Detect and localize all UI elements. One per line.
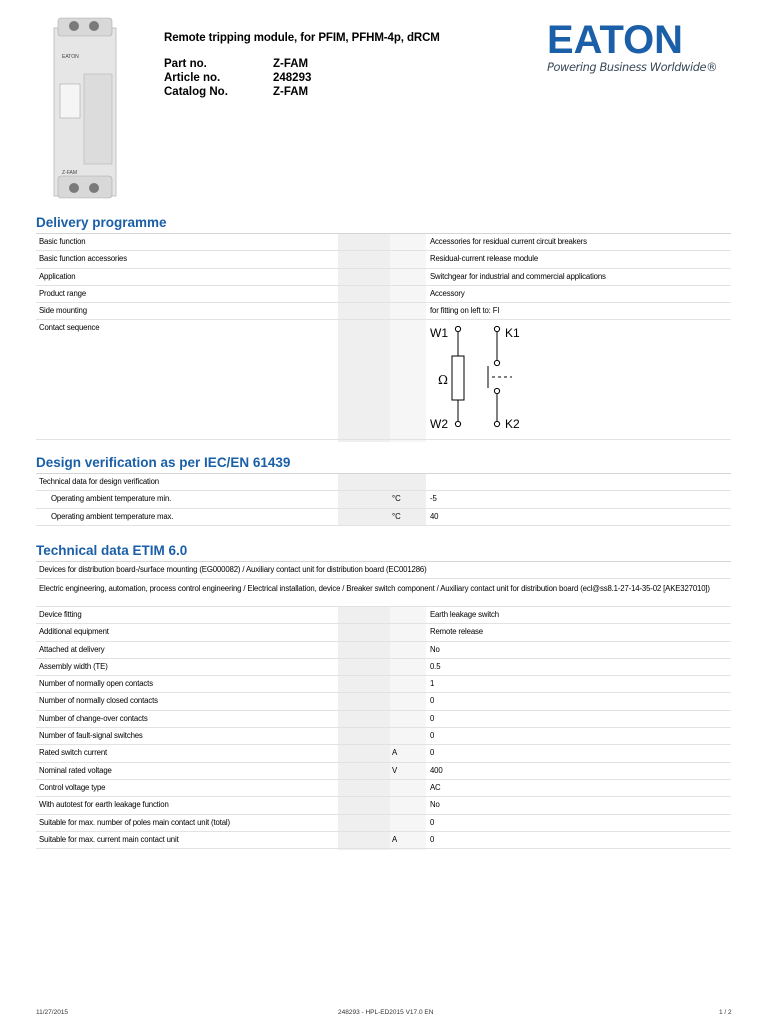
row-value: 0	[430, 834, 435, 844]
row-label: Suitable for max. number of poles main contact unit (total)	[39, 817, 230, 827]
table-row	[36, 286, 731, 303]
photo-brand-label: EATON	[62, 54, 79, 60]
diagram-label-k2: K2	[505, 417, 520, 431]
article-no-value: 248293	[273, 72, 312, 84]
row-label: Basic function accessories	[39, 254, 127, 264]
table-row	[36, 728, 731, 745]
row-value: 40	[430, 511, 439, 521]
table-row	[36, 797, 731, 814]
eclass-text: Electric engineering, automation, process control engineering / Electrical installation, device / Breaker switch component / Auxiliary contact unit for distribution board (ecl@ss8.1-27-14-35-02 [AKE327010])	[39, 584, 710, 593]
part-no-value: Z-FAM	[273, 58, 309, 70]
product-header	[164, 32, 504, 99]
row-value: 0.5	[430, 661, 441, 671]
row-value: No	[430, 800, 440, 810]
row-unit: °C	[392, 494, 401, 504]
row-label: Rated switch current	[39, 748, 108, 758]
row-label: Number of fault-signal switches	[39, 731, 143, 741]
row-value: -5	[430, 494, 437, 504]
footer-document: 248293 - HPL-ED2015 V17.0 EN	[338, 1009, 434, 1016]
contact-sequence-diagram	[428, 320, 528, 435]
row-label: Operating ambient temperature min.	[51, 494, 172, 504]
row-value: No	[430, 644, 440, 654]
table-row	[36, 763, 731, 780]
row-value: for fitting on left to: FI	[430, 306, 500, 316]
table-row	[36, 659, 731, 676]
diagram-label-k1: K1	[505, 326, 520, 340]
table-row	[36, 251, 731, 268]
product-title: Remote tripping module, for PFIM, PFHM-4p, dRCM	[164, 32, 440, 44]
row-label: Number of normally closed contacts	[39, 696, 158, 706]
table-row	[36, 320, 731, 440]
row-unit: °C	[392, 511, 401, 521]
footer-date: 11/27/2015	[36, 1009, 69, 1016]
table-row	[36, 509, 731, 526]
table-row	[36, 642, 731, 659]
row-label: Additional equipment	[39, 627, 109, 637]
row-label: With autotest for earth leakage function	[39, 800, 169, 810]
design-table	[36, 474, 731, 526]
etim-class-text: Devices for distribution board-/surface mounting (EG000082) / Auxiliary contact unit for distribution board (EC001286)	[39, 565, 427, 574]
row-value: Earth leakage switch	[430, 610, 499, 619]
row-unit: A	[392, 834, 398, 844]
diagram-label-w2: W2	[430, 417, 448, 431]
table-row	[36, 832, 731, 849]
row-label: Operating ambient temperature max.	[51, 511, 174, 521]
row-value: 0	[430, 748, 435, 758]
row-value: 1	[430, 679, 435, 689]
section-title-etim: Technical data ETIM 6.0	[36, 543, 188, 558]
etim-table	[36, 607, 731, 849]
design-group-label: Technical data for design verification	[39, 477, 159, 486]
table-row	[36, 234, 731, 251]
article-no-label: Article no.	[164, 72, 221, 84]
row-value: Residual-current release module	[430, 254, 539, 264]
row-label: Number of change-over contacts	[39, 713, 148, 723]
row-value: Switchgear for industrial and commercial applications	[430, 271, 606, 281]
row-value: Accessory	[430, 288, 465, 298]
design-group-row	[36, 474, 731, 491]
row-unit: V	[392, 765, 398, 775]
product-image	[48, 14, 124, 208]
etim-classification	[36, 562, 731, 607]
row-label: Product range	[39, 288, 87, 298]
row-label: Application	[39, 271, 76, 281]
table-row	[36, 780, 731, 797]
eclass-row	[36, 581, 731, 607]
catalog-no-value: Z-FAM	[273, 86, 309, 98]
row-label: Assembly width (TE)	[39, 661, 108, 671]
delivery-table	[36, 234, 731, 440]
table-row	[36, 607, 731, 624]
row-label: Control voltage type	[39, 782, 106, 792]
section-title-delivery: Delivery programme	[36, 215, 167, 230]
catalog-no-label: Catalog No.	[164, 86, 228, 98]
row-label: Suitable for max. current main contact unit	[39, 834, 179, 844]
row-value: AC	[430, 782, 441, 792]
table-row	[36, 269, 731, 286]
row-label: Attached at delivery	[39, 644, 105, 654]
row-label: Basic function	[39, 237, 86, 246]
row-label: Nominal rated voltage	[39, 765, 112, 775]
product-ids	[164, 58, 504, 99]
row-value: Accessories for residual current circuit breakers	[430, 237, 587, 246]
table-row	[36, 676, 731, 693]
row-value: 0	[430, 731, 435, 741]
tagline: Powering Business Worldwide®	[547, 60, 718, 74]
row-value: 0	[430, 696, 435, 706]
logo-mark	[547, 20, 683, 58]
row-value: 400	[430, 765, 443, 775]
table-row	[36, 815, 731, 832]
etim-class-row	[36, 562, 731, 579]
diagram-label-w1: W1	[430, 326, 448, 340]
row-label: Device fitting	[39, 610, 82, 619]
logo-text: EATON	[547, 20, 683, 58]
photo-model-label: Z-FAM	[62, 170, 77, 176]
row-label: Contact sequence	[39, 323, 100, 333]
table-row	[36, 491, 731, 508]
row-value: 0	[430, 713, 435, 723]
table-row	[36, 303, 731, 320]
table-row	[36, 745, 731, 762]
row-label: Side mounting	[39, 306, 87, 316]
footer-page: 1 / 2	[719, 1009, 732, 1016]
row-unit: A	[392, 748, 398, 758]
table-row	[36, 624, 731, 641]
table-row	[36, 693, 731, 710]
diagram-label-omega: Ω	[438, 373, 448, 387]
row-value: Remote release	[430, 627, 483, 637]
row-label: Number of normally open contacts	[39, 679, 153, 689]
section-title-design: Design verification as per IEC/EN 61439	[36, 455, 291, 470]
eaton-logo	[547, 20, 737, 74]
part-no-label: Part no.	[164, 58, 207, 70]
row-value: 0	[430, 817, 435, 827]
table-row	[36, 711, 731, 728]
